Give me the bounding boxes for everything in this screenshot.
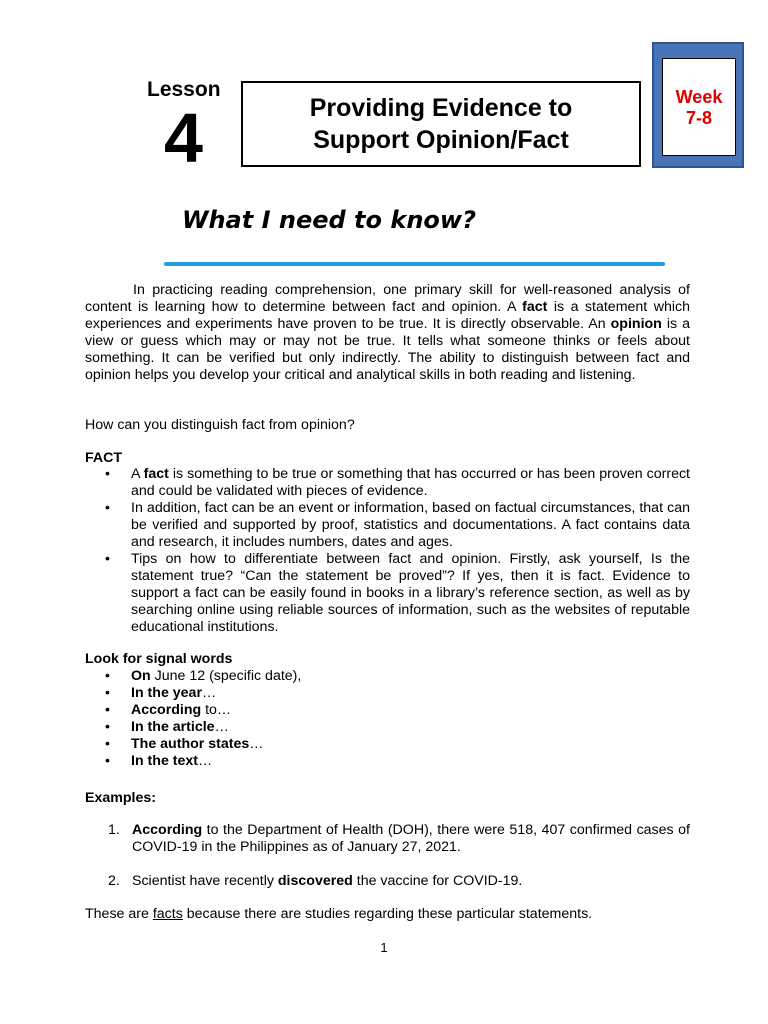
- signal-word-rest: to…: [201, 702, 232, 718]
- week-range: 7-8: [685, 108, 712, 128]
- signal-word-bold: On: [131, 668, 151, 684]
- signal-word-bold: The author states: [131, 736, 250, 752]
- fact-bullet-1-bold: fact: [143, 466, 169, 482]
- section-heading: What I need to know?: [182, 206, 476, 234]
- lesson-title-box: [241, 81, 641, 167]
- closing-underlined: facts: [152, 906, 183, 922]
- signal-word-item: [105, 719, 301, 736]
- example-2-number: 2.: [108, 873, 120, 889]
- intro-text-2: is a statement which experiences and experiments have proven to be true. It is directly observable. An: [85, 299, 690, 332]
- example-1-row: [108, 822, 690, 856]
- example-1: [108, 822, 690, 856]
- example-2-row: [108, 873, 690, 890]
- signal-words-list: [105, 668, 301, 770]
- signal-word-bold: In the year: [131, 685, 202, 701]
- intro-text-1: In practicing reading comprehension, one primary skill for well-reasoned analysis of content is learning how to determine between fact and opinion. A: [85, 282, 690, 315]
- signal-word-rest: …: [198, 753, 213, 769]
- fact-bullet-3: • Tips on how to differentiate between fact and opinion. Firstly, ask yourself, Is the statement true? “Can the statement be proved”? If yes, then it is fact. Evidence to support a fact can be easily found in books in a library’s reference section, as well as by searching online using reliable sources of information, such as the websites of reputable educational institutions.: [105, 551, 690, 636]
- signal-word-rest: …: [214, 719, 229, 735]
- signal-word-item: [105, 668, 301, 685]
- fact-bullet-1-post: is something to be true or something that has occurred or has been proven correct and could be validated with pieces of evidence.: [131, 466, 690, 499]
- examples-heading: Examples:: [85, 790, 156, 806]
- signal-words-heading: Look for signal words: [85, 651, 233, 667]
- example-1-number: 1.: [108, 822, 120, 838]
- intro-text-3: is a view or guess which may or may not be true. It tells what someone thinks or feels about something. It can be verified but only indirectly. The ability to distinguish between fact and opinion helps you develop your critical and analytical skills in both reading and listening.: [85, 316, 690, 383]
- intro-paragraph: [85, 282, 690, 384]
- signal-word-item: [105, 685, 301, 702]
- lesson-title-line2: Support Opinion/Fact: [313, 126, 569, 154]
- opinion-term: opinion: [610, 316, 662, 332]
- fact-bullet-list: [105, 466, 690, 636]
- signal-word-rest: …: [201, 685, 217, 701]
- signal-word-item: [105, 702, 301, 719]
- lesson-number: 4: [164, 99, 203, 177]
- signal-word-bold: In the text: [131, 753, 199, 769]
- example-2-post: the vaccine for COVID-19.: [352, 873, 523, 889]
- signal-word-bold: In the article: [131, 719, 215, 735]
- week-badge: [652, 42, 744, 168]
- lesson-label: Lesson: [147, 78, 221, 101]
- signal-word-bold: According: [131, 702, 202, 718]
- fact-bullet-1-pre: A: [131, 466, 144, 482]
- closing-sentence: [85, 906, 592, 923]
- fact-heading: FACT: [85, 450, 123, 466]
- example-1-text: to the Department of Health (DOH), there were 518, 407 confirmed cases of COVID-19 in the Philippines as of January 27, 2021.: [132, 822, 690, 855]
- example-1-bold: According: [132, 822, 203, 838]
- guiding-question: How can you distinguish fact from opinion?: [85, 417, 355, 433]
- signal-word-rest: …: [249, 736, 264, 752]
- example-2-bold: discovered: [277, 873, 353, 889]
- fact-term: fact: [522, 299, 548, 315]
- signal-word-item: [105, 753, 301, 770]
- closing-post: because there are studies regarding these particular statements.: [182, 906, 593, 922]
- example-2-pre: Scientist have recently: [132, 873, 278, 889]
- fact-bullet-1: [105, 466, 690, 500]
- lesson-title-line1: Providing Evidence to: [309, 94, 573, 122]
- signal-word-rest: June 12 (specific date),: [150, 668, 302, 684]
- lesson-title: [310, 92, 573, 156]
- page-number: 1: [380, 940, 388, 955]
- fact-bullet-2: • In addition, fact can be an event or information, based on factual circumstances, that can be verified and supported by proof, statistics and documentations. A fact contains data and research, it includes numbers, dates and ages.: [105, 500, 690, 551]
- week-badge-inner: [662, 58, 736, 156]
- closing-pre: These are: [85, 906, 153, 922]
- signal-word-item: [105, 736, 301, 753]
- section-divider: [164, 262, 665, 266]
- example-2: [108, 873, 690, 890]
- week-label: Week: [675, 87, 723, 107]
